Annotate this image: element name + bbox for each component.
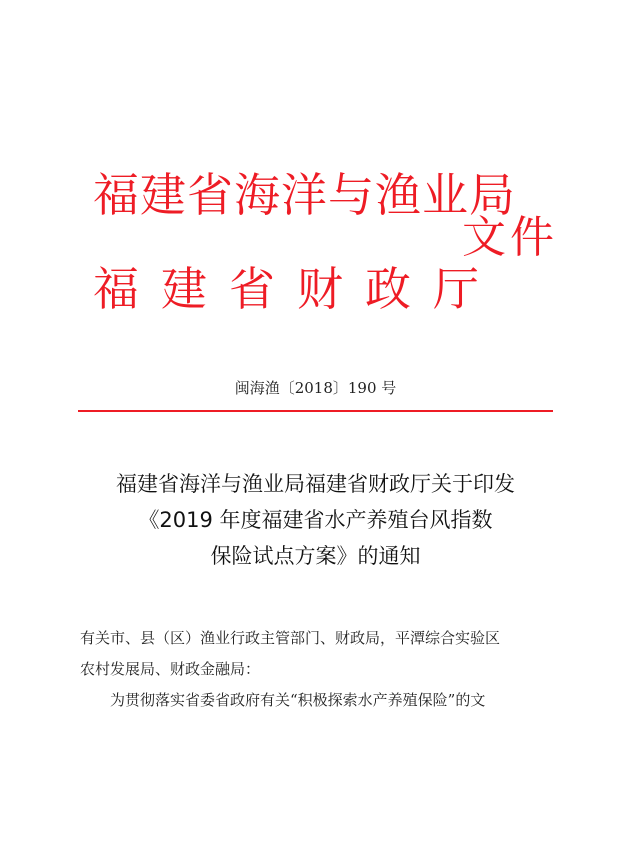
title-line-1: 福建省海洋与渔业局福建省财政厅关于印发 [116,472,515,496]
red-separator-line [78,410,553,412]
title-line-2: 《2019 年度福建省水产养殖台风指数 [138,508,493,532]
addressee-line-2: 农村发展局、财政金融局： [80,660,261,678]
issuer-line-1: 福建省海洋与渔业局 [93,168,516,222]
addressee-line-1: 有关市、县（区）渔业行政主管部门、财政局，平潭综合实验区 [80,629,501,647]
document-title [0,466,631,574]
body-paragraph: 为贯彻落实省委省政府有关“积极探索水产养殖保险”的文 [110,691,486,709]
document-body [80,623,560,716]
document-type-label: 文件 [462,212,558,263]
document-number: 闽海渔〔2018〕190 号 [234,379,397,397]
title-line-3: 保险试点方案》的通知 [210,544,421,568]
issuer-line-2: 福建省财政厅 [93,262,501,316]
